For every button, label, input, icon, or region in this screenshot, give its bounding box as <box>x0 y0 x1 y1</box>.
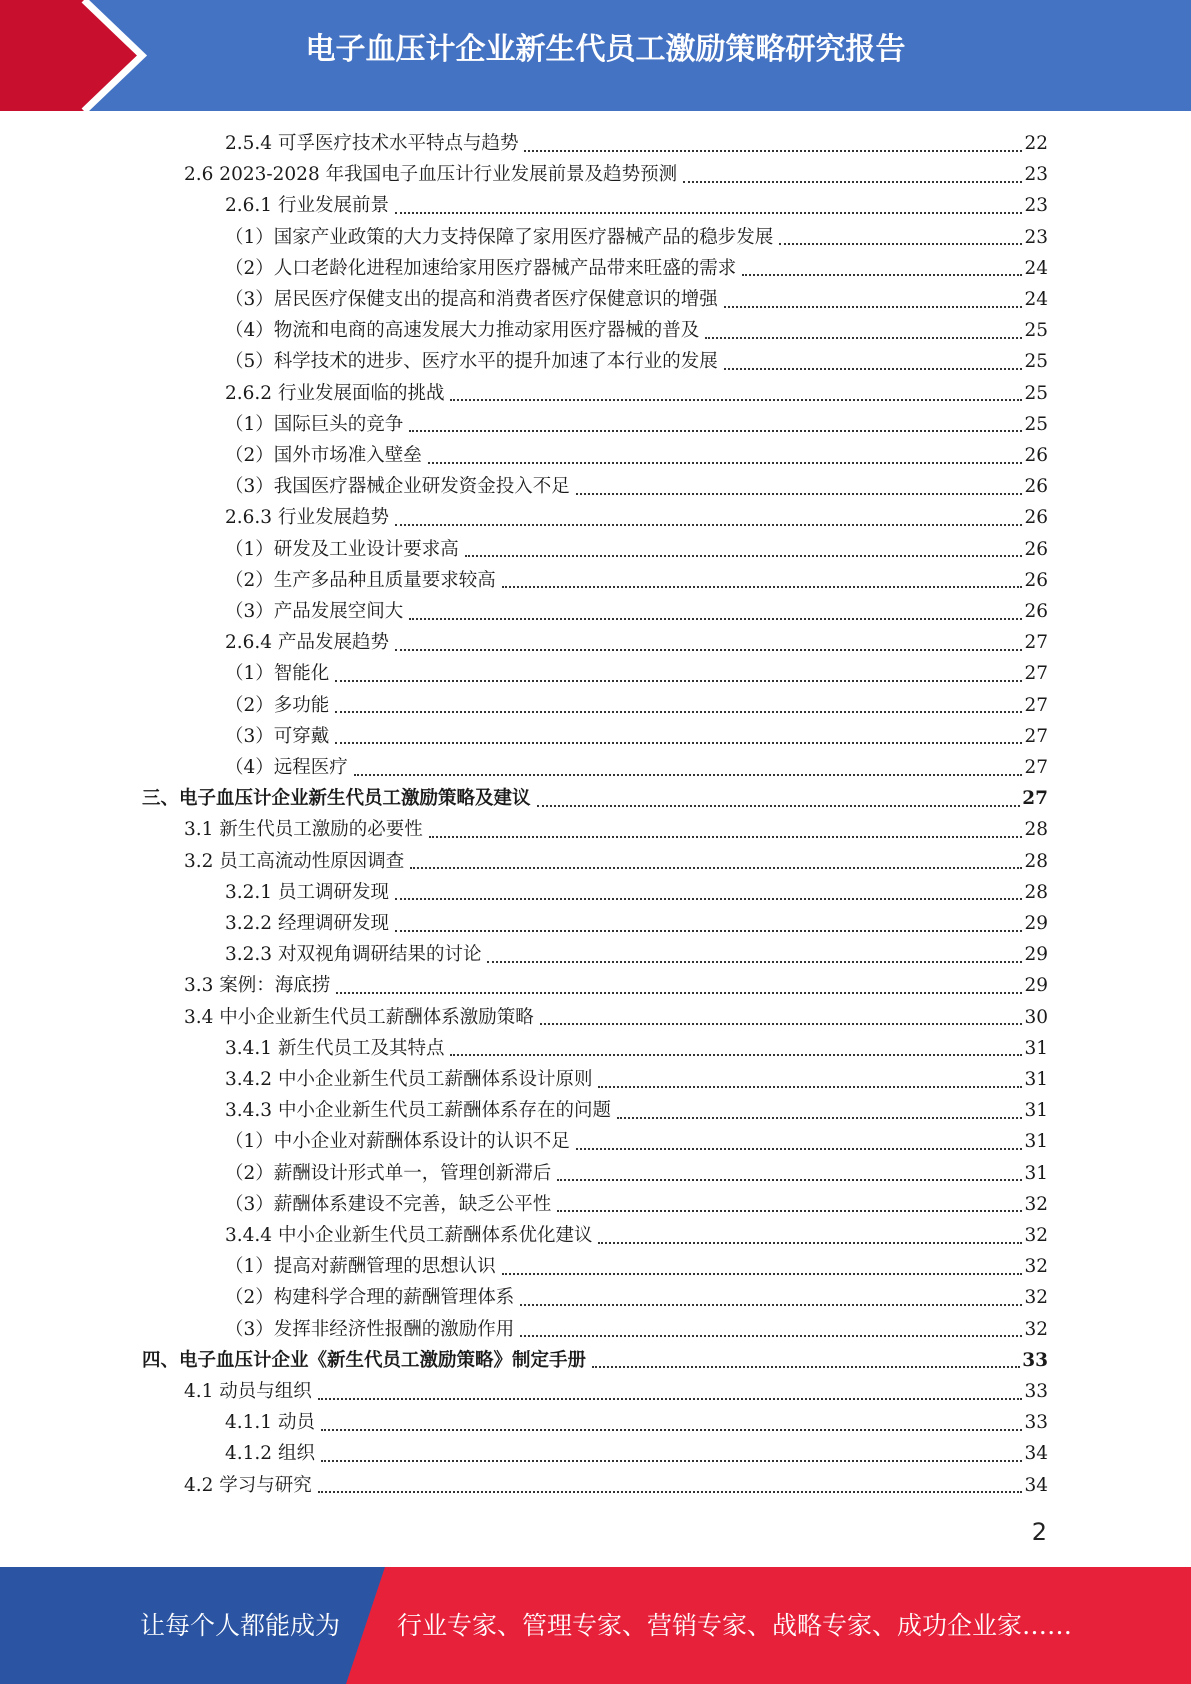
footer-bar <box>0 1567 1191 1684</box>
toc-leader-dots <box>318 1491 1023 1493</box>
toc-entry-page: 33 <box>1024 1412 1048 1434</box>
toc-entry[interactable] <box>225 1126 1048 1157</box>
toc-entry[interactable] <box>184 1470 1048 1501</box>
toc-entry-label: 3.4.4 中小企业新生代员工薪酬体系优化建议 <box>225 1225 593 1246</box>
toc-entry-label: （3）薪酬体系建设不完善，缺乏公平性 <box>225 1193 552 1215</box>
toc-entry-page: 26 <box>1024 445 1048 466</box>
toc-leader-dots <box>395 930 1022 932</box>
toc-entry-label: （1）国际巨头的竞争 <box>225 413 404 435</box>
toc-entry[interactable] <box>225 939 1048 970</box>
toc-leader-dots <box>742 274 1022 276</box>
toc-entry-page: 32 <box>1024 1225 1048 1246</box>
toc-entry-label: 4.2 学习与研究 <box>184 1474 312 1496</box>
toc-entry-label: （2）生产多品种且质量要求较高 <box>225 569 496 591</box>
toc-entry-page: 32 <box>1024 1193 1048 1215</box>
toc-entry-label: 3.2 员工高流动性原因调查 <box>184 850 405 872</box>
toc-entry-page: 27 <box>1024 663 1048 685</box>
toc-entry-page: 32 <box>1024 1256 1048 1278</box>
toc-leader-dots <box>520 1335 1022 1337</box>
toc-entry-page: 34 <box>1024 1474 1048 1496</box>
toc-entry[interactable] <box>225 409 1048 440</box>
toc-entry[interactable] <box>225 222 1048 253</box>
toc-entry-label: 3.4.3 中小企业新生代员工薪酬体系存在的问题 <box>225 1100 611 1122</box>
toc-entry[interactable] <box>184 970 1048 1001</box>
toc-entry[interactable] <box>225 658 1048 689</box>
toc-leader-dots <box>335 711 1022 713</box>
toc-leader-dots <box>335 742 1022 744</box>
toc-entry[interactable] <box>225 627 1048 658</box>
toc-leader-dots <box>410 867 1022 869</box>
toc-leader-dots <box>705 337 1022 339</box>
toc-leader-dots <box>557 1210 1022 1212</box>
toc-entry-page: 26 <box>1024 507 1048 529</box>
toc-entry[interactable] <box>184 1002 1048 1033</box>
toc-entry-label: （2）国外市场准入壁垒 <box>225 445 422 466</box>
toc-entry-page: 26 <box>1024 569 1048 591</box>
toc-leader-dots <box>429 836 1023 838</box>
toc-entry-page: 30 <box>1024 1006 1048 1028</box>
toc-entry-page: 33 <box>1022 1349 1048 1371</box>
toc-entry-page: 24 <box>1024 289 1048 310</box>
toc-leader-dots <box>395 524 1022 526</box>
toc-entry-page: 25 <box>1024 413 1048 435</box>
toc-entry-page: 29 <box>1024 913 1048 934</box>
toc-leader-dots <box>395 212 1022 214</box>
toc-entry-label: 3.4.2 中小企业新生代员工薪酬体系设计原则 <box>225 1069 593 1090</box>
toc-leader-dots <box>321 1460 1023 1462</box>
toc-entry-label: 4.1.2 组织 <box>225 1443 315 1465</box>
toc-entry-label: 3.2.2 经理调研发现 <box>225 913 389 934</box>
toc-entry-label: （3）居民医疗保健支出的提高和消费者医疗保健意识的增强 <box>225 289 718 310</box>
toc-leader-dots <box>409 430 1022 432</box>
toc-leader-dots <box>576 1148 1023 1150</box>
toc-entry-label: （1）提高对薪酬管理的思想认识 <box>225 1256 496 1278</box>
page-number: 2 <box>1031 1518 1047 1546</box>
toc-leader-dots <box>598 1242 1022 1244</box>
toc-entry-page: 33 <box>1024 1381 1048 1402</box>
toc-leader-dots <box>335 680 1022 682</box>
toc-entry-label: 三、电子血压计企业新生代员工激励策略及建议 <box>142 788 531 810</box>
footer-slogan-right: 行业专家、管理专家、营销专家、战略专家、成功企业家…… <box>397 1611 1073 1640</box>
toc-entry-page: 29 <box>1024 944 1048 966</box>
toc-entry-page: 28 <box>1024 850 1048 872</box>
toc-entry-page: 27 <box>1022 788 1048 810</box>
toc-entry[interactable] <box>225 253 1048 284</box>
toc-leader-dots <box>592 1366 1020 1368</box>
toc-entry-label: （1）国家产业政策的大力支持保障了家用医疗器械产品的稳步发展 <box>225 226 774 248</box>
toc-leader-dots <box>409 618 1022 620</box>
toc-entry[interactable] <box>184 159 1048 190</box>
toc-entry[interactable] <box>225 721 1048 752</box>
toc-entry[interactable] <box>225 752 1048 783</box>
toc-leader-dots <box>557 1179 1022 1181</box>
toc-entry[interactable] <box>225 565 1048 596</box>
toc-entry-label: （3）发挥非经济性报酬的激励作用 <box>225 1318 515 1340</box>
toc-leader-dots <box>540 1023 1023 1025</box>
toc-leader-dots <box>537 805 1021 807</box>
toc-leader-dots <box>450 399 1022 401</box>
toc-entry[interactable] <box>225 1407 1048 1438</box>
toc-entry-label: （3）我国医疗器械企业研发资金投入不足 <box>225 476 570 498</box>
toc-entry[interactable] <box>225 315 1048 346</box>
toc-entry-page: 27 <box>1024 632 1048 654</box>
toc-entry-page: 28 <box>1024 819 1048 841</box>
toc-entry[interactable] <box>225 908 1048 939</box>
toc-entry-label: 4.1 动员与组织 <box>184 1381 312 1402</box>
toc-entry-page: 32 <box>1024 1318 1048 1340</box>
toc-entry[interactable] <box>225 1220 1048 1251</box>
toc-leader-dots <box>576 493 1023 495</box>
toc-entry[interactable] <box>225 471 1048 502</box>
toc-entry[interactable] <box>225 346 1048 377</box>
toc-entry-label: （2）薪酬设计形式单一，管理创新滞后 <box>225 1162 552 1184</box>
toc-entry-label: 4.1.1 动员 <box>225 1412 315 1434</box>
toc-entry-page: 25 <box>1024 382 1048 404</box>
toc-entry-label: 3.4.1 新生代员工及其特点 <box>225 1037 445 1059</box>
header-bar <box>0 0 1191 111</box>
toc-entry-page: 31 <box>1024 1131 1048 1153</box>
toc-entry-page: 31 <box>1024 1100 1048 1122</box>
toc-entry-page: 26 <box>1024 476 1048 498</box>
toc-entry-page: 23 <box>1024 164 1048 186</box>
toc-entry[interactable] <box>225 440 1048 471</box>
toc-entry-page: 29 <box>1024 975 1048 997</box>
toc-entry[interactable] <box>225 1314 1048 1345</box>
toc-entry[interactable] <box>225 1095 1048 1126</box>
toc-entry-label: 2.6 2023-2028 年我国电子血压计行业发展前景及趋势预测 <box>184 164 678 186</box>
toc-entry-label: （2）多功能 <box>225 694 330 716</box>
toc-entry[interactable] <box>225 1282 1048 1313</box>
toc-entry-label: 3.2.1 员工调研发现 <box>225 881 389 903</box>
toc-entry-label: （1）智能化 <box>225 663 330 685</box>
toc-leader-dots <box>617 1117 1022 1119</box>
toc-leader-dots <box>465 555 1023 557</box>
toc-entry[interactable] <box>225 877 1048 908</box>
toc-entry-page: 31 <box>1024 1162 1048 1184</box>
toc-leader-dots <box>354 774 1023 776</box>
toc-entry-page: 28 <box>1024 881 1048 903</box>
toc-entry-label: 2.6.3 行业发展趋势 <box>225 507 389 529</box>
footer-slogan-left: 让每个人都能成为 <box>140 1611 341 1640</box>
toc-leader-dots <box>520 1304 1022 1306</box>
toc-entry[interactable] <box>225 1033 1048 1064</box>
toc-entry-page: 26 <box>1024 538 1048 560</box>
toc-entry[interactable] <box>225 190 1048 221</box>
toc-entry-label: 3.4 中小企业新生代员工薪酬体系激励策略 <box>184 1006 534 1028</box>
toc-entry[interactable] <box>225 378 1048 409</box>
toc-entry-page: 24 <box>1024 257 1048 279</box>
report-title: 电子血压计企业新生代员工激励策略研究报告 <box>305 32 906 67</box>
toc-entry-label: 四、电子血压计企业《新生代员工激励策略》制定手册 <box>142 1349 587 1371</box>
toc-leader-dots <box>502 1273 1023 1275</box>
toc-entry-page: 31 <box>1024 1037 1048 1059</box>
toc-entry-page: 31 <box>1024 1069 1048 1090</box>
toc-entry-page: 23 <box>1024 226 1048 248</box>
toc-entry[interactable] <box>142 1345 1048 1376</box>
toc-entry[interactable] <box>225 284 1048 315</box>
toc-leader-dots <box>779 243 1022 245</box>
toc-leader-dots <box>683 181 1022 183</box>
toc-leader-dots <box>428 462 1023 464</box>
toc-entry-label: 2.6.2 行业发展面临的挑战 <box>225 382 445 404</box>
toc-entry-label: （3）产品发展空间大 <box>225 601 404 622</box>
toc-entry-label: 3.1 新生代员工激励的必要性 <box>184 819 423 841</box>
toc-entry[interactable] <box>225 1189 1048 1220</box>
toc-entry-label: （2）人口老龄化进程加速给家用医疗器械产品带来旺盛的需求 <box>225 257 737 279</box>
toc-entry-page: 32 <box>1024 1287 1048 1309</box>
toc-leader-dots <box>318 1398 1023 1400</box>
toc-entry-label: 3.3 案例：海底捞 <box>184 975 331 997</box>
toc-leader-dots <box>598 1086 1022 1088</box>
toc-entry-page: 25 <box>1024 320 1048 342</box>
toc-entry-label: （2）构建科学合理的薪酬管理体系 <box>225 1287 515 1309</box>
toc-entry-page: 22 <box>1024 133 1048 154</box>
toc-entry[interactable] <box>225 1064 1048 1095</box>
toc-entry-label: 2.6.4 产品发展趋势 <box>225 632 389 654</box>
toc-entry-label: （4）物流和电商的高速发展大力推动家用医疗器械的普及 <box>225 320 700 342</box>
toc-entry-page: 23 <box>1024 195 1048 217</box>
toc-entry-label: 2.5.4 可孚医疗技术水平特点与趋势 <box>225 133 519 154</box>
toc-entry[interactable] <box>184 1376 1048 1407</box>
toc-entry-page: 26 <box>1024 601 1048 622</box>
toc-entry-label: 3.2.3 对双视角调研结果的讨论 <box>225 944 482 966</box>
toc-entry-label: （1）研发及工业设计要求高 <box>225 538 459 560</box>
toc-entry-page: 34 <box>1024 1443 1048 1465</box>
toc-entry[interactable] <box>225 596 1048 627</box>
toc-leader-dots <box>502 586 1023 588</box>
toc-entry-page: 27 <box>1024 757 1048 778</box>
toc-leader-dots <box>724 306 1023 308</box>
toc-entry[interactable] <box>225 128 1048 159</box>
toc-entry-page: 27 <box>1024 694 1048 716</box>
toc-entry-label: （5）科学技术的进步、医疗水平的提升加速了本行业的发展 <box>225 351 718 373</box>
toc-leader-dots <box>450 1054 1022 1056</box>
toc-entry[interactable] <box>225 690 1048 721</box>
toc-entry[interactable] <box>225 1251 1048 1282</box>
toc-entry-label: （4）远程医疗 <box>225 757 348 778</box>
toc-leader-dots <box>395 649 1022 651</box>
toc-leader-dots <box>395 898 1022 900</box>
toc-entry-page: 25 <box>1024 351 1048 373</box>
toc-entry-page: 27 <box>1024 725 1048 747</box>
toc-entry-label: （3）可穿戴 <box>225 725 330 747</box>
toc-entry[interactable] <box>225 1158 1048 1189</box>
toc-entry[interactable] <box>184 846 1048 877</box>
toc-leader-dots <box>321 1429 1023 1431</box>
toc-entry[interactable] <box>225 534 1048 565</box>
toc-entry[interactable] <box>184 814 1048 845</box>
toc-leader-dots <box>524 150 1022 152</box>
toc-entry-label: 2.6.1 行业发展前景 <box>225 195 389 217</box>
toc-entry[interactable] <box>225 1438 1048 1469</box>
toc-entry-label: （1）中小企业对薪酬体系设计的认识不足 <box>225 1131 570 1153</box>
toc-leader-dots <box>487 961 1022 963</box>
toc-leader-dots <box>336 992 1022 994</box>
toc-entry[interactable] <box>225 502 1048 533</box>
toc-entry[interactable] <box>142 783 1048 814</box>
toc-leader-dots <box>724 368 1023 370</box>
